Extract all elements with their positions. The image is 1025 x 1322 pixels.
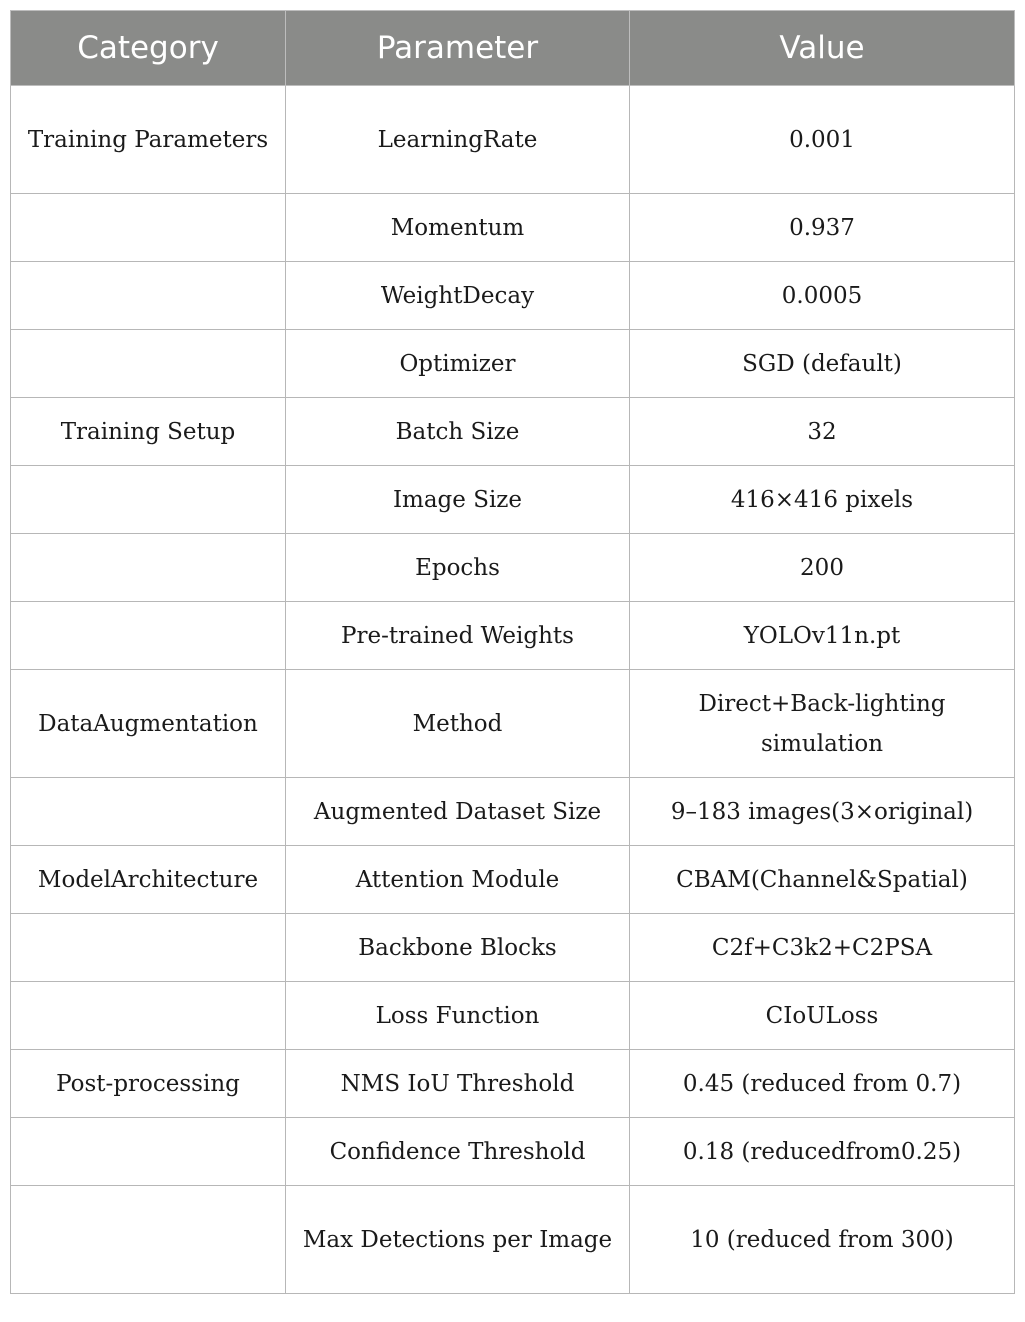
table-row bbox=[11, 846, 1015, 914]
category-cell bbox=[11, 534, 286, 602]
category-cell bbox=[11, 466, 286, 534]
parameter-cell: Epochs bbox=[286, 534, 630, 602]
value-cell: 10 (reduced from 300) bbox=[630, 1186, 1015, 1294]
parameters-table-container bbox=[10, 10, 1014, 1294]
table-row bbox=[11, 534, 1015, 602]
value-cell: SGD (default) bbox=[630, 330, 1015, 398]
parameters-table bbox=[10, 10, 1015, 1294]
category-cell bbox=[11, 194, 286, 262]
category-cell bbox=[11, 330, 286, 398]
table-row bbox=[11, 602, 1015, 670]
parameter-cell: Optimizer bbox=[286, 330, 630, 398]
value-cell: 0.18 (reducedfrom0.25) bbox=[630, 1118, 1015, 1186]
value-cell: 0.0005 bbox=[630, 262, 1015, 330]
table-body bbox=[11, 86, 1015, 1294]
category-cell: Post-processing bbox=[11, 1050, 286, 1118]
value-cell: 0.001 bbox=[630, 86, 1015, 194]
parameter-cell: Loss Function bbox=[286, 982, 630, 1050]
table-row bbox=[11, 398, 1015, 466]
table-row bbox=[11, 330, 1015, 398]
parameter-cell: Pre-trained Weights bbox=[286, 602, 630, 670]
parameter-cell: Attention Module bbox=[286, 846, 630, 914]
category-cell bbox=[11, 914, 286, 982]
parameter-cell: Augmented Dataset Size bbox=[286, 778, 630, 846]
value-cell: 200 bbox=[630, 534, 1015, 602]
header-value: Value bbox=[630, 11, 1015, 86]
value-cell: CBAM(Channel&Spatial) bbox=[630, 846, 1015, 914]
parameter-cell: Confidence Threshold bbox=[286, 1118, 630, 1186]
value-cell: YOLOv11n.pt bbox=[630, 602, 1015, 670]
value-cell: C2f+C3k2+C2PSA bbox=[630, 914, 1015, 982]
table-row bbox=[11, 778, 1015, 846]
category-cell bbox=[11, 602, 286, 670]
category-cell bbox=[11, 262, 286, 330]
table-row bbox=[11, 914, 1015, 982]
category-cell bbox=[11, 778, 286, 846]
header-row bbox=[11, 11, 1015, 86]
parameter-cell: Image Size bbox=[286, 466, 630, 534]
category-cell bbox=[11, 982, 286, 1050]
parameter-cell: LearningRate bbox=[286, 86, 630, 194]
value-cell: CIoULoss bbox=[630, 982, 1015, 1050]
value-cell: 0.45 (reduced from 0.7) bbox=[630, 1050, 1015, 1118]
table-row bbox=[11, 1186, 1015, 1294]
table-header bbox=[11, 11, 1015, 86]
category-cell bbox=[11, 1186, 286, 1294]
value-cell: 9–183 images(3×original) bbox=[630, 778, 1015, 846]
parameter-cell: WeightDecay bbox=[286, 262, 630, 330]
category-cell: Training Parameters bbox=[11, 86, 286, 194]
table-row bbox=[11, 194, 1015, 262]
parameter-cell: Backbone Blocks bbox=[286, 914, 630, 982]
value-cell: 416×416 pixels bbox=[630, 466, 1015, 534]
category-cell: DataAugmentation bbox=[11, 670, 286, 778]
parameter-cell: Batch Size bbox=[286, 398, 630, 466]
parameter-cell: NMS IoU Threshold bbox=[286, 1050, 630, 1118]
value-cell: Direct+Back-lighting simulation bbox=[630, 670, 1015, 778]
header-category: Category bbox=[11, 11, 286, 86]
parameter-cell: Momentum bbox=[286, 194, 630, 262]
header-parameter: Parameter bbox=[286, 11, 630, 86]
table-row bbox=[11, 466, 1015, 534]
category-cell: ModelArchitecture bbox=[11, 846, 286, 914]
category-cell bbox=[11, 1118, 286, 1186]
category-cell: Training Setup bbox=[11, 398, 286, 466]
table-row bbox=[11, 982, 1015, 1050]
table-row bbox=[11, 670, 1015, 778]
table-row bbox=[11, 1118, 1015, 1186]
value-cell: 32 bbox=[630, 398, 1015, 466]
value-cell: 0.937 bbox=[630, 194, 1015, 262]
parameter-cell: Method bbox=[286, 670, 630, 778]
parameter-cell: Max Detections per Image bbox=[286, 1186, 630, 1294]
table-row bbox=[11, 1050, 1015, 1118]
table-row bbox=[11, 262, 1015, 330]
table-row bbox=[11, 86, 1015, 194]
